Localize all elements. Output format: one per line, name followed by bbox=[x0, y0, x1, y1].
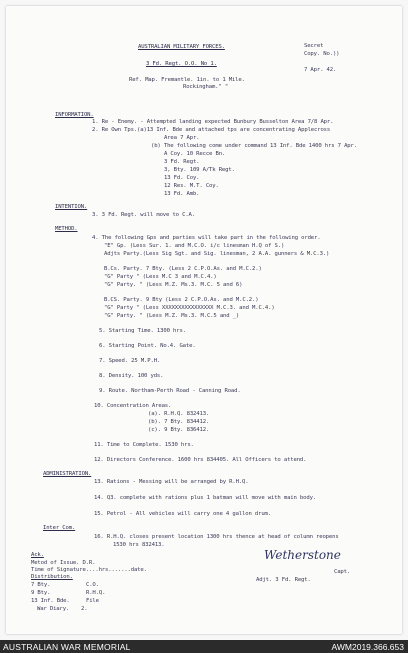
section-administration: ADMINISTRATION. bbox=[43, 471, 92, 477]
order-date: 7 Apr. 42. bbox=[304, 67, 337, 73]
para-16-cont: 1530 hrs 832413. bbox=[113, 542, 165, 548]
dist-item: R.H.Q. bbox=[86, 590, 106, 596]
para-2a: 2. Re Own Tps.(a)13 Inf. Bde and attached tps are concentrating Applecross bbox=[92, 127, 331, 133]
para-12: 12. Directors Conference. 1600 hrs 834405. All Officers to attend. bbox=[94, 457, 307, 463]
bty7-line: "G" Party " (Less M.C 3 and M.C.4.) bbox=[104, 274, 217, 280]
dist-item: C.O. bbox=[86, 582, 99, 588]
bty9-line: "G" Party " (Less XXXXXXXXXXXXXXXX M.C.3. and M.C.4.) bbox=[104, 305, 275, 311]
unit-item: 12 Res. M.T. Coy. bbox=[164, 183, 219, 189]
para-4: 4. The following Gps and parties will take part in the following order. bbox=[92, 235, 321, 241]
para-1: 1. Re - Enemy. - Attempted landing expected Bunbury Busselton Area 7/8 Apr. bbox=[92, 119, 334, 125]
force-heading: AUSTRALIAN MILITARY FORCES. bbox=[138, 44, 225, 50]
bty7-line: "G" Party. " (Less M.Z. Ms.3. M.C. 5 and 6) bbox=[104, 282, 243, 288]
para-8: 8. Density. 100 yds. bbox=[99, 373, 164, 379]
document-page bbox=[6, 6, 402, 634]
section-intention: INTENTION. bbox=[55, 204, 88, 210]
para-9: 9. Route. Northam-Perth Road - Canning Road. bbox=[99, 388, 241, 394]
credit-left: AUSTRALIAN WAR MEMORIAL bbox=[3, 642, 131, 652]
para-11: 11. Time to Complete. 1530 hrs. bbox=[94, 442, 194, 448]
dist-item: 7 Bty. bbox=[31, 582, 51, 588]
bty9-line: B.CS. Party. 9 Bty (Less 2 C.P.O.As. and M.C.2.) bbox=[104, 297, 259, 303]
conc-area: (a). R.H.Q. 832413. bbox=[148, 411, 210, 417]
para-16: 16. R.H.Q. closes present location 1300 hrs thence at head of column reopens bbox=[94, 534, 339, 540]
section-method: METHOD. bbox=[55, 226, 78, 232]
para-4-line: "E" Gp. (Less Sur. 1. and M.C.O. i/c linesman H.Q of S.) bbox=[104, 243, 285, 249]
para-10: 10. Concentration Areas. bbox=[94, 403, 172, 409]
unit-item: 3 Fd. Regt. bbox=[164, 159, 200, 165]
section-information: INFORMATION. bbox=[55, 112, 94, 118]
adjutant-signature: Wetherstone bbox=[264, 548, 341, 562]
conc-area: (c). 9 Bty. 836412. bbox=[148, 427, 210, 433]
section-intercom: Inter Com. bbox=[43, 525, 76, 531]
unit-item: 13 Fd. Amb. bbox=[164, 191, 200, 197]
distribution-heading: Distribution. bbox=[31, 574, 73, 580]
copy-number: Copy. No.)) bbox=[304, 51, 340, 57]
dist-item: File bbox=[86, 598, 99, 604]
para-3: 3. 3 Fd. Regt. will move to C.A. bbox=[92, 212, 195, 218]
archive-credit-bar bbox=[0, 640, 408, 653]
para-4-line: Adjts Party.(Less Sig Sgt. and Sig. linesman, 2 A.A. gunners & M.C.3.) bbox=[104, 251, 330, 257]
dist-item: 2. bbox=[81, 606, 88, 612]
bty9-line: "G" Party. " (Less M.Z. Ms.3. M.C.5 and _) bbox=[104, 313, 240, 319]
para-13: 13. Rations - Messing will be arranged by R.H.Q. bbox=[94, 479, 249, 485]
para-2b: (b) The following come under command 13 Inf. Bde 1400 hrs 7 Apr. bbox=[151, 143, 357, 149]
unit-item: 13 Fd. Coy. bbox=[164, 175, 200, 181]
para-5: 5. Starting Time. 1300 hrs. bbox=[99, 328, 186, 334]
para-6: 6. Starting Point. No.4. Gate. bbox=[99, 343, 196, 349]
bty7-line: B.Cs. Party. 7 Bty. (Less 2 C.P.O.As. and M.C.2.) bbox=[104, 266, 262, 272]
para-14: 14. Q3. complete with rations plus 1 batman will move with main body. bbox=[94, 495, 317, 501]
credit-right: AWM2019.366.653 bbox=[331, 642, 404, 652]
time-of-signature: Time of Signature....hrs.......date. bbox=[31, 567, 147, 573]
capt-label: Capt. bbox=[334, 569, 351, 575]
dist-item: War Diary. bbox=[37, 606, 70, 612]
ack-label: Ack. bbox=[31, 552, 44, 558]
classification: Secret bbox=[304, 43, 324, 49]
para-7: 7. Speed. 25 M.P.H. bbox=[99, 358, 161, 364]
para-15: 15. Petrol - All vehicles will carry one 4 gallon drum. bbox=[94, 511, 271, 517]
map-ref-2: Rockingham." " bbox=[183, 84, 229, 90]
unit-item: A Coy. 10 Recce Bn. bbox=[164, 151, 226, 157]
map-ref-1: Ref. Map. Fremantle. 1in. to 1 Mile. bbox=[129, 77, 245, 83]
conc-area: (b). 7 Bty. 834412. bbox=[148, 419, 210, 425]
unit-item: 3, Bty. 109 A/Tk Regt. bbox=[164, 167, 235, 173]
method-of-issue: Metod of Issue. D.R. bbox=[31, 560, 96, 566]
order-title: 3 Fd. Regt. O.O. No 1. bbox=[146, 61, 217, 67]
adjt-label: Adjt. 3 Fd. Regt. bbox=[256, 577, 311, 583]
dist-item: 13 Inf. Bde. bbox=[31, 598, 70, 604]
para-2a-cont: Area 7 Apr. bbox=[164, 135, 200, 141]
dist-item: 9 Bty. bbox=[31, 590, 51, 596]
